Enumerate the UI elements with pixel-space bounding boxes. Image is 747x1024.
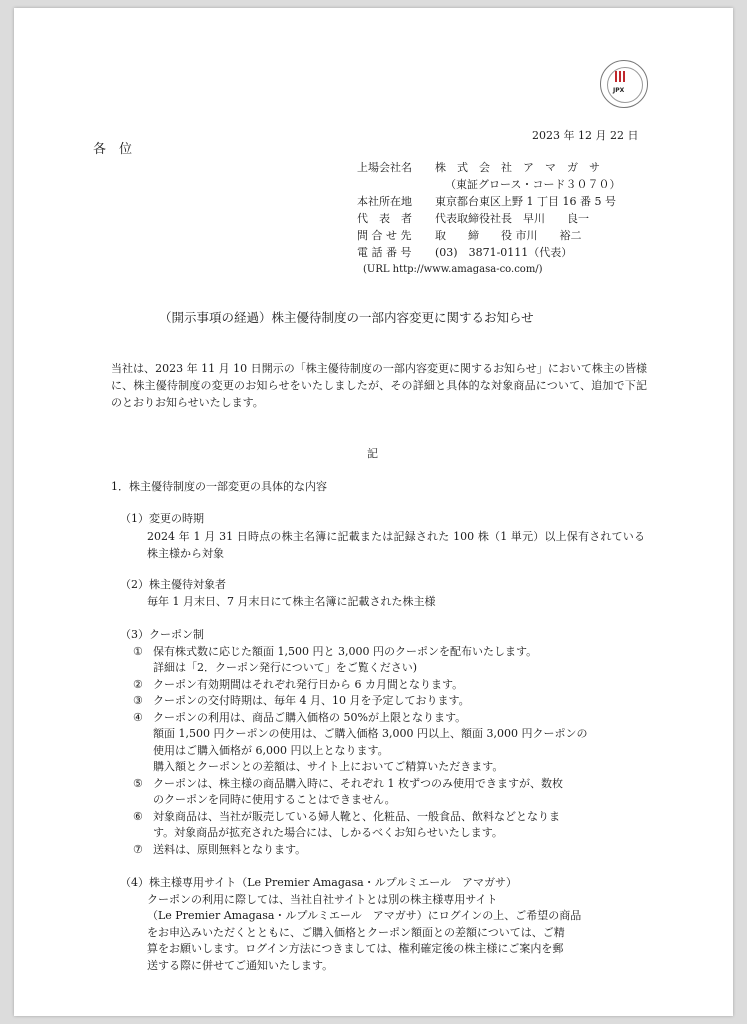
subsection-4-heading: （4）株主様専用サイト（Le Premier Amagasa・ルプルミエール アマガサ） <box>120 876 517 889</box>
item-1-mark: ① <box>133 645 143 658</box>
phone: (03) 3871-0111（代表） <box>435 246 573 259</box>
subsection-4-line-4: 算をお願いします。ログイン方法につきましては、権利確定後の株主様にご案内を郵 <box>147 942 564 955</box>
item-7-line-1: 送料は、原則無料となります。 <box>153 843 307 856</box>
representative-label: 代 表 者 <box>357 212 412 225</box>
item-5-line-2: のクーポンを同時に使用することはできません。 <box>153 793 396 806</box>
item-4-line-3: 使用はご購入価格が 6,000 円以上となります。 <box>153 744 389 757</box>
item-3-line-1: クーポンの交付時期は、毎年 4 月、10 月を予定しております。 <box>153 694 470 707</box>
item-2-mark: ② <box>133 678 143 691</box>
subsection-1-body: 2024 年 1 月 31 日時点の株主名簿に記載または記録された 100 株（1 単元）以上保有されている株主様から対象 <box>147 530 645 560</box>
company-name-label: 上場会社名 <box>357 161 412 174</box>
document-date: 2023 年 12 月 22 日 <box>532 129 639 142</box>
phone-label: 電 話 番 号 <box>357 246 412 259</box>
subsection-4-line-3: をお申込みいただくとともに、ご購入価格とクーポン額面との差額については、ご精 <box>147 926 565 939</box>
item-4-mark: ④ <box>133 711 143 724</box>
stock-code: （東証グロース・コード３０７０） <box>445 178 621 191</box>
subsection-4-line-2: （Le Premier Amagasa・ルプルミエール アマガサ）にログインの上、ご希望の商品 <box>147 909 582 922</box>
item-1-line-2: 詳細は「2．クーポン発行について」をご覧ください) <box>153 661 418 674</box>
subsection-1-heading: （1）変更の時期 <box>120 512 204 525</box>
item-7-mark: ⑦ <box>133 843 143 856</box>
section-1-heading: 1．株主優待制度の一部変更の具体的な内容 <box>111 480 327 493</box>
addressee: 各 位 <box>93 142 133 157</box>
document-page <box>14 8 733 1016</box>
item-4-line-1: クーポンの利用は、商品ご購入価格の 50%が上限となります。 <box>153 711 467 724</box>
item-4-line-2: 額面 1,500 円クーポンの使用は、ご購入価格 3,000 円以上、額面 3,000 円クーポンの <box>153 727 588 740</box>
company-name: 株 式 会 社 ア マ ガ サ <box>435 161 600 174</box>
intro-paragraph: 当社は、2023 年 11 月 10 日開示の「株主優待制度の一部内容変更に関するお知らせ」において株主の皆様に、株主優待制度の変更のお知らせをいたしましたが、その詳細と具体的な対象商品について、追加で下記のとおりお知らせいたします。 <box>111 362 647 409</box>
item-4-line-4: 購入額とクーポンとの差額は、サイト上においてご精算いただきます。 <box>153 760 504 773</box>
subsection-2-heading: （2）株主優待対象者 <box>120 578 226 591</box>
item-2-line-1: クーポン有効期間はそれぞれ発行日から 6 カ月間となります。 <box>153 678 464 691</box>
item-3-mark: ③ <box>133 694 143 707</box>
subsection-4-line-1: クーポンの利用に際しては、当社自社サイトとは別の株主様専用サイト <box>147 893 498 906</box>
item-5-line-1: クーポンは、株主様の商品購入時に、それぞれ 1 枚ずつのみ使用できますが、数枚 <box>153 777 563 790</box>
address: 東京都台東区上野 1 丁目 16 番 5 号 <box>435 195 616 208</box>
subsection-3-heading: （3）クーポン制 <box>120 628 204 641</box>
representative: 代表取締役社長 早川 良一 <box>435 212 589 225</box>
item-6-mark: ⑥ <box>133 810 143 823</box>
subsection-4-line-5: 送する際に併せてご通知いたします。 <box>147 959 334 972</box>
item-1-line-1: 保有株式数に応じた額面 1,500 円と 3,000 円のクーポンを配布いたします。 <box>153 645 538 658</box>
subsection-2-body: 毎年 1 月末日、7 月末日にて株主名簿に記載された株主様 <box>147 595 436 608</box>
company-url: (URL http://www.amagasa-co.com/) <box>363 264 543 275</box>
ki-heading: 記 <box>367 447 378 460</box>
item-6-line-2: す。対象商品が拡充された場合には、しかるべくお知らせいたします。 <box>153 826 503 839</box>
document-title: （開示事項の経過）株主優待制度の一部内容変更に関するお知らせ <box>159 310 534 325</box>
contact-label: 問 合 せ 先 <box>357 229 412 242</box>
contact: 取 締 役 市川 裕二 <box>435 229 582 242</box>
item-5-mark: ⑤ <box>133 777 143 790</box>
seal-label: JPX <box>613 87 625 94</box>
item-6-line-1: 対象商品は、当社が販売している婦人靴と、化粧品、一般食品、飲料などとなりま <box>153 810 560 823</box>
address-label: 本社所在地 <box>357 195 412 208</box>
jpx-listing-seal <box>600 60 648 108</box>
